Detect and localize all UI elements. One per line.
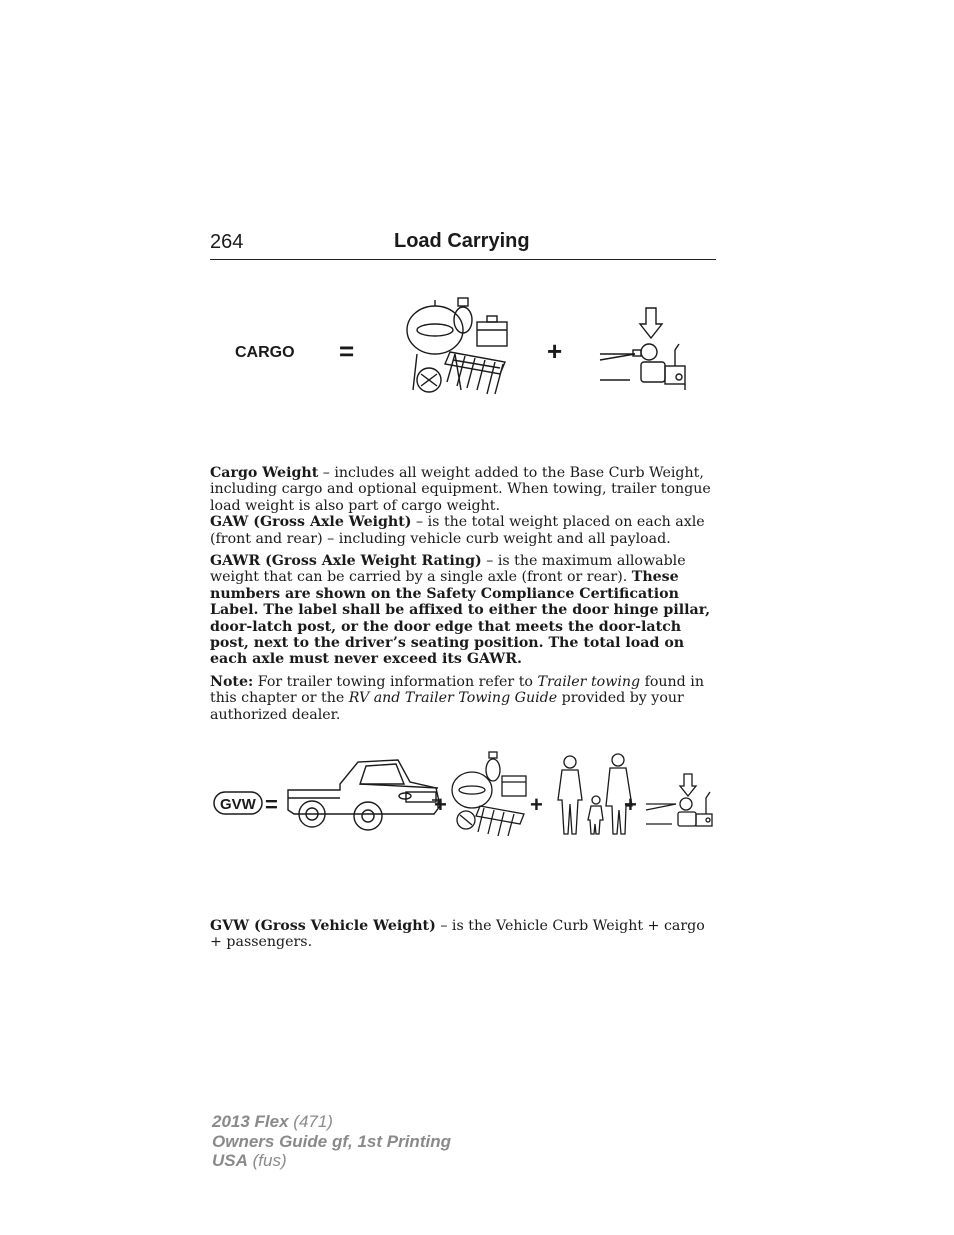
gvw-paragraph — [210, 918, 720, 951]
note-paragraph — [210, 674, 720, 723]
pickup-truck-icon — [288, 760, 440, 830]
gvw-label: GVW — [220, 796, 256, 813]
gvw-term: GVW (Gross Vehicle Weight) — [210, 918, 436, 934]
gvw-plus-sign-2: + — [530, 792, 543, 817]
equals-sign: = — [339, 336, 355, 366]
cargo-items-icon — [407, 298, 507, 394]
gvw-plus-sign-1: + — [434, 792, 447, 817]
gvw-figure — [210, 748, 716, 840]
trailer-towing-reference: Trailer towing — [537, 673, 641, 690]
footer-model-code: (471) — [288, 1112, 333, 1131]
page-number: 264 — [210, 231, 244, 253]
gvw-text: – is the Vehicle Curb Weight + cargo + passengers. — [210, 918, 705, 951]
footer-guide: Owners Guide gf, 1st Printing — [212, 1131, 451, 1151]
section-title: Load Carrying — [394, 230, 530, 252]
footer-region-code: (fus) — [247, 1151, 287, 1170]
gvw-trailer-hitch-icon — [646, 774, 712, 826]
gawr-term: GAWR (Gross Axle Weight Rating) — [210, 553, 482, 570]
cargo-weight-paragraph — [210, 465, 720, 514]
cargo-label: CARGO — [235, 344, 295, 361]
note-text-2: found in this chapter or the — [210, 673, 704, 707]
gawr-text: – is the maximum allowable weight that can be carried by a single axle (front or rear). — [210, 553, 686, 586]
gvw-cargo-items-icon — [452, 752, 526, 836]
plus-sign: + — [547, 336, 563, 366]
footer-model: 2013 Flex — [212, 1112, 289, 1131]
page-footer — [212, 1112, 451, 1171]
cargo-weight-term: Cargo Weight — [210, 465, 319, 481]
definitions-block — [210, 465, 720, 723]
note-text-3: provided by your authorized dealer. — [210, 690, 684, 723]
cargo-weight-text: – includes all weight added to the Base Curb Weight, including cargo and optional equipment. When towing, trailer tongue load weight is also part of cargo weight. — [210, 465, 711, 514]
footer-guide-line — [212, 1132, 451, 1152]
trailer-hitch-icon — [600, 308, 685, 390]
gvw-equals-sign: = — [265, 792, 278, 817]
note-text-1: For trailer towing information refer to — [253, 673, 538, 690]
gaw-paragraph — [210, 514, 720, 547]
towing-guide-reference: RV and Trailer Towing Guide — [348, 690, 558, 707]
gaw-text: – is the total weight placed on each axle (front and rear) – including vehicle curb weight and all payload. — [210, 514, 705, 547]
gaw-term: GAW (Gross Axle Weight) — [210, 514, 412, 531]
page-header — [210, 229, 716, 260]
cargo-figure — [225, 290, 695, 405]
gawr-warning: These numbers are shown on the Safety Compliance Certification Label. The label shall be affixed to either the door hinge pillar, door-latch post, or the door edge that meets the door-latch post, next to the driver’s seating position. The total load on each axle must never exceed its GAWR. — [210, 569, 711, 668]
gawr-paragraph — [210, 553, 720, 668]
gvw-plus-sign-3: + — [624, 792, 637, 817]
footer-model-line — [212, 1112, 451, 1132]
note-term: Note: — [210, 673, 254, 690]
footer-region: USA — [212, 1151, 248, 1170]
footer-region-line — [212, 1151, 451, 1171]
passengers-icon — [558, 754, 632, 834]
gvw-definition-block — [210, 918, 720, 951]
